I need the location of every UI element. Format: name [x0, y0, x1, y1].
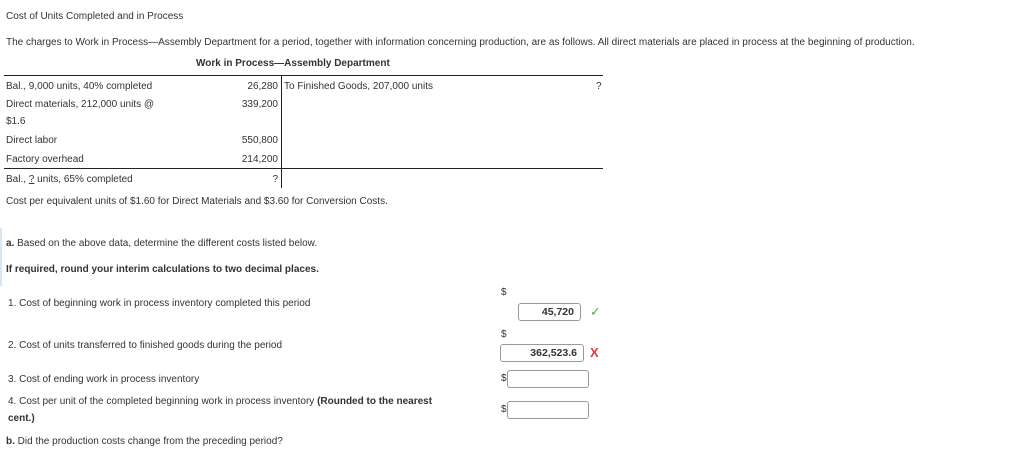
t-account-top-rule [4, 75, 603, 76]
debit-direct-labor-label: Direct labor [6, 135, 58, 146]
t-account-bottom-rule [4, 168, 603, 169]
question-4-currency: $ [501, 404, 507, 415]
incorrect-x-icon: X [590, 345, 599, 360]
ending-balance-units: ? [28, 174, 35, 185]
debit-direct-materials-amount: 339,200 [241, 99, 278, 110]
question-4-answer-input[interactable] [507, 401, 589, 419]
part-a-text: Based on the above data, determine the different costs listed below. [14, 238, 318, 249]
question-4-rounding-hint: (Rounded to the nearest [317, 396, 433, 407]
question-3-answer-input[interactable] [507, 370, 589, 388]
cost-per-equivalent-unit-note: Cost per equivalent units of $1.60 for Direct Materials and $3.60 for Conversion Costs. [6, 196, 388, 207]
part-a-letter: a. [6, 238, 15, 249]
debit-beginning-balance-amount: 26,280 [247, 81, 278, 92]
part-b-prompt [6, 436, 283, 447]
debit-beginning-balance-label: Bal., 9,000 units, 40% completed [6, 81, 153, 92]
credit-finished-goods-label: To Finished Goods, 207,000 units [284, 81, 433, 92]
question-2-answer-input[interactable]: 362,523.6 [500, 344, 584, 362]
ending-balance-suffix: units, 65% completed [34, 174, 133, 185]
rounding-note: If required, round your interim calculations to two decimal places. [6, 264, 319, 275]
page-title: Cost of Units Completed and in Process [6, 11, 184, 22]
part-a-prompt [6, 238, 317, 249]
correct-check-icon: ✓ [590, 304, 601, 319]
part-b-text: Did the production costs change from the preceding period? [14, 436, 283, 447]
debit-factory-overhead-amount: 214,200 [241, 154, 278, 165]
question-2-currency: $ [501, 329, 507, 340]
question-1-label: 1. Cost of beginning work in process inventory completed this period [8, 298, 311, 309]
ending-balance-prefix: Bal., [6, 174, 29, 185]
question-1-answer-input[interactable]: 45,720 [518, 303, 581, 321]
ending-balance-label [6, 174, 133, 185]
question-3-currency: $ [501, 373, 507, 384]
debit-direct-labor-amount: 550,800 [241, 135, 278, 146]
question-1-currency: $ [501, 287, 507, 298]
credit-finished-goods-amount: ? [596, 81, 602, 92]
question-4-label [8, 396, 432, 407]
problem-intro: The charges to Work in Process—Assembly Department for a period, together with information concerning production, are as follows. All direct materials are placed in process at the beginning of production. [6, 37, 915, 48]
question-4-label-text: 4. Cost per unit of the completed beginning work in process inventory [8, 396, 318, 407]
t-account-divider [281, 76, 282, 188]
question-2-label: 2. Cost of units transferred to finished goods during the period [8, 340, 283, 351]
question-4-rounding-hint-cont: cent.) [8, 413, 35, 424]
debit-factory-overhead-label: Factory overhead [6, 154, 84, 165]
debit-direct-materials-rate: $1.6 [6, 116, 26, 127]
debit-direct-materials-label: Direct materials, 212,000 units @ [6, 99, 154, 110]
t-account-title: Work in Process—Assembly Department [196, 58, 390, 69]
question-accent-bar [0, 228, 2, 286]
part-b-letter: b. [6, 436, 15, 447]
question-3-label: 3. Cost of ending work in process inventory [8, 374, 200, 385]
ending-balance-amount: ? [272, 174, 278, 185]
